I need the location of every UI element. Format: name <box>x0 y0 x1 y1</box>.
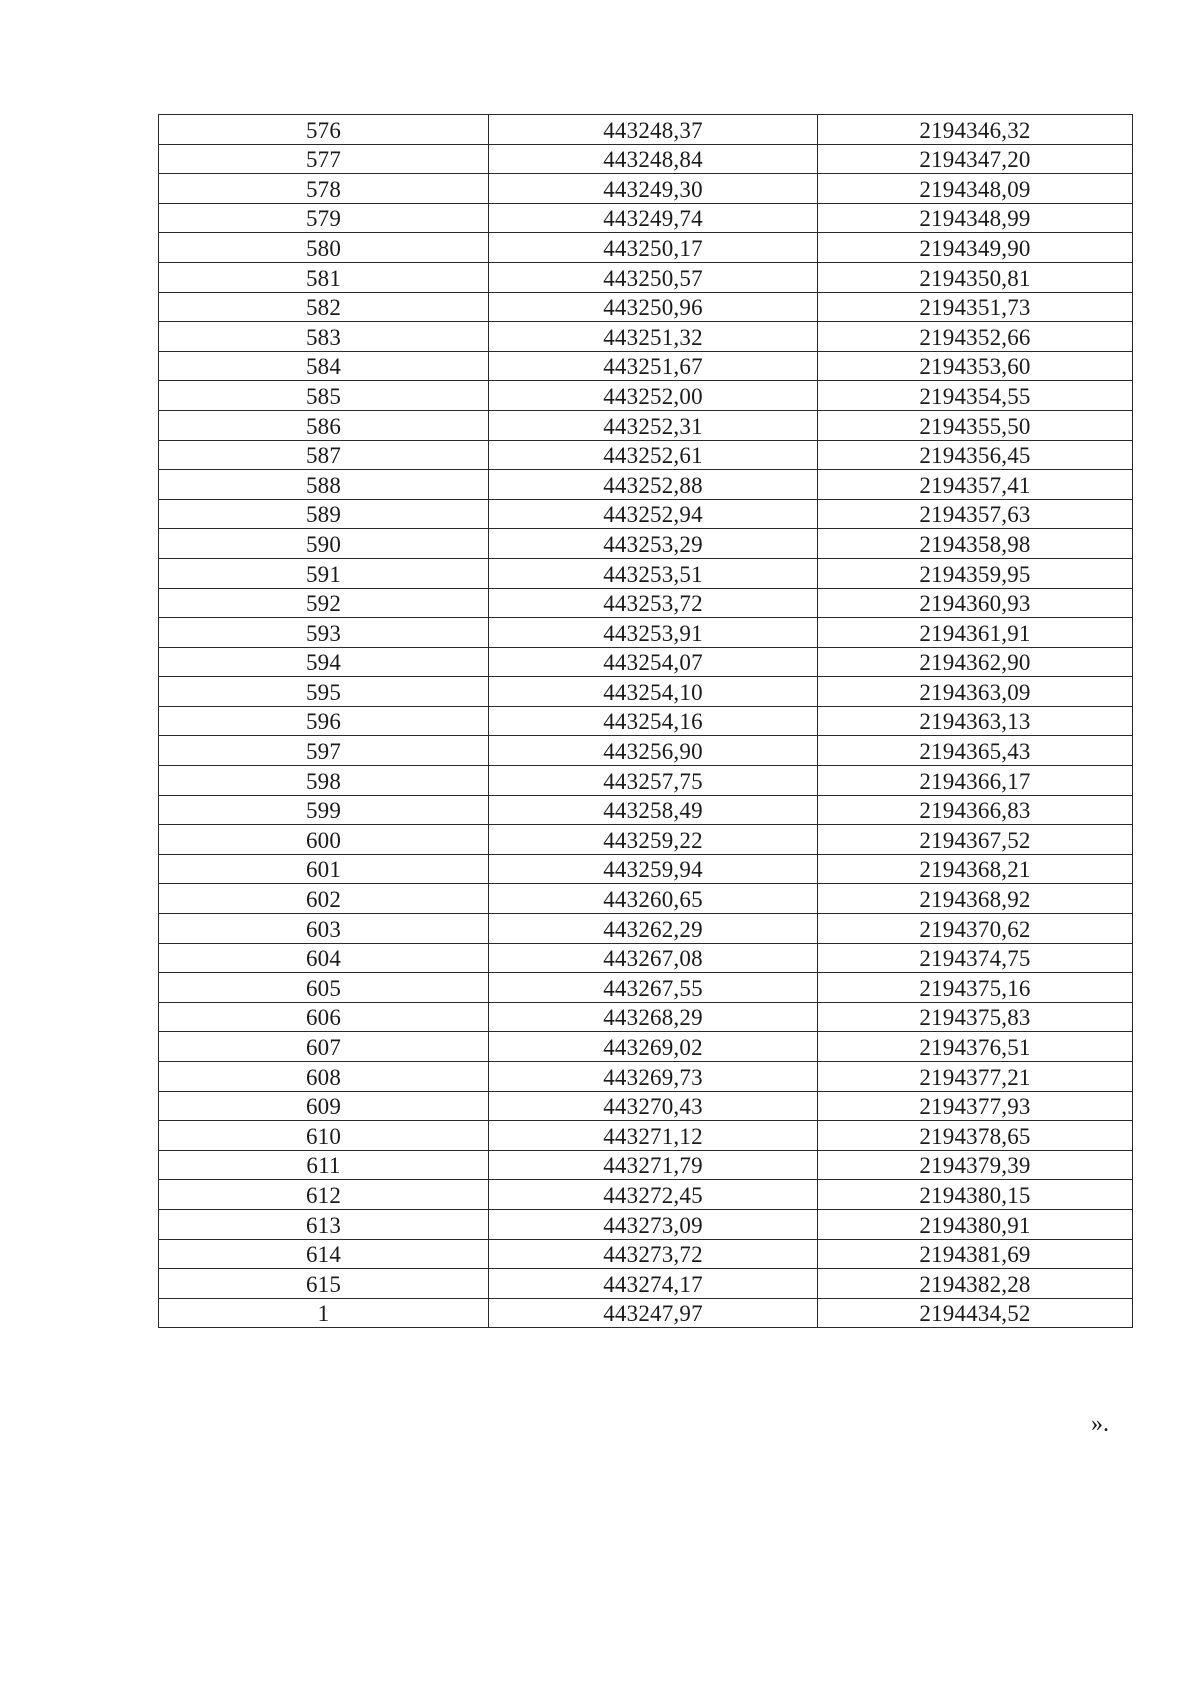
y-coordinate-cell: 2194361,91 <box>818 618 1133 648</box>
y-coordinate-cell: 2194356,45 <box>818 440 1133 470</box>
y-coordinate-cell: 2194366,83 <box>818 795 1133 825</box>
x-coordinate-cell: 443267,08 <box>489 943 818 973</box>
point-number-cell: 591 <box>159 558 489 588</box>
y-coordinate-cell: 2194375,16 <box>818 973 1133 1003</box>
x-coordinate-cell: 443272,45 <box>489 1180 818 1210</box>
y-coordinate-cell: 2194370,62 <box>818 914 1133 944</box>
point-number-cell: 607 <box>159 1032 489 1062</box>
y-coordinate-cell: 2194362,90 <box>818 647 1133 677</box>
point-number-cell: 601 <box>159 854 489 884</box>
table-row <box>159 233 1133 263</box>
x-coordinate-cell: 443252,88 <box>489 470 818 500</box>
x-coordinate-cell: 443252,00 <box>489 381 818 411</box>
point-number-cell: 603 <box>159 914 489 944</box>
y-coordinate-cell: 2194349,90 <box>818 233 1133 263</box>
x-coordinate-cell: 443262,29 <box>489 914 818 944</box>
table-row <box>159 973 1133 1003</box>
table-row <box>159 588 1133 618</box>
table-row <box>159 440 1133 470</box>
x-coordinate-cell: 443269,73 <box>489 1062 818 1092</box>
point-number-cell: 1 <box>159 1298 489 1328</box>
table-row <box>159 351 1133 381</box>
point-number-cell: 590 <box>159 529 489 559</box>
point-number-cell: 615 <box>159 1269 489 1299</box>
point-number-cell: 587 <box>159 440 489 470</box>
x-coordinate-cell: 443253,91 <box>489 618 818 648</box>
x-coordinate-cell: 443256,90 <box>489 736 818 766</box>
point-number-cell: 608 <box>159 1062 489 1092</box>
table-row <box>159 825 1133 855</box>
x-coordinate-cell: 443254,10 <box>489 677 818 707</box>
y-coordinate-cell: 2194377,93 <box>818 1091 1133 1121</box>
point-number-cell: 605 <box>159 973 489 1003</box>
y-coordinate-cell: 2194347,20 <box>818 144 1133 174</box>
y-coordinate-cell: 2194352,66 <box>818 322 1133 352</box>
x-coordinate-cell: 443273,72 <box>489 1239 818 1269</box>
x-coordinate-cell: 443260,65 <box>489 884 818 914</box>
x-coordinate-cell: 443250,57 <box>489 262 818 292</box>
table-row <box>159 203 1133 233</box>
y-coordinate-cell: 2194368,21 <box>818 854 1133 884</box>
table-row <box>159 410 1133 440</box>
y-coordinate-cell: 2194368,92 <box>818 884 1133 914</box>
table-row <box>159 943 1133 973</box>
x-coordinate-cell: 443258,49 <box>489 795 818 825</box>
table-row <box>159 1091 1133 1121</box>
point-number-cell: 593 <box>159 618 489 648</box>
table-row <box>159 1269 1133 1299</box>
x-coordinate-cell: 443248,84 <box>489 144 818 174</box>
coordinates-table <box>158 114 1133 1328</box>
y-coordinate-cell: 2194381,69 <box>818 1239 1133 1269</box>
table-row <box>159 1209 1133 1239</box>
table-row <box>159 1180 1133 1210</box>
y-coordinate-cell: 2194367,52 <box>818 825 1133 855</box>
table-row <box>159 1239 1133 1269</box>
table-row <box>159 470 1133 500</box>
y-coordinate-cell: 2194363,13 <box>818 706 1133 736</box>
x-coordinate-cell: 443254,16 <box>489 706 818 736</box>
x-coordinate-cell: 443247,97 <box>489 1298 818 1328</box>
y-coordinate-cell: 2194355,50 <box>818 410 1133 440</box>
y-coordinate-cell: 2194359,95 <box>818 558 1133 588</box>
x-coordinate-cell: 443252,94 <box>489 499 818 529</box>
table-row <box>159 795 1133 825</box>
y-coordinate-cell: 2194353,60 <box>818 351 1133 381</box>
y-coordinate-cell: 2194348,09 <box>818 174 1133 204</box>
x-coordinate-cell: 443268,29 <box>489 1002 818 1032</box>
y-coordinate-cell: 2194379,39 <box>818 1150 1133 1180</box>
table-row <box>159 647 1133 677</box>
table-row <box>159 706 1133 736</box>
table-row <box>159 618 1133 648</box>
table-row <box>159 766 1133 796</box>
point-number-cell: 592 <box>159 588 489 618</box>
y-coordinate-cell: 2194380,15 <box>818 1180 1133 1210</box>
point-number-cell: 600 <box>159 825 489 855</box>
table-row <box>159 322 1133 352</box>
point-number-cell: 581 <box>159 262 489 292</box>
y-coordinate-cell: 2194357,63 <box>818 499 1133 529</box>
y-coordinate-cell: 2194365,43 <box>818 736 1133 766</box>
point-number-cell: 611 <box>159 1150 489 1180</box>
x-coordinate-cell: 443273,09 <box>489 1209 818 1239</box>
point-number-cell: 595 <box>159 677 489 707</box>
y-coordinate-cell: 2194366,17 <box>818 766 1133 796</box>
y-coordinate-cell: 2194375,83 <box>818 1002 1133 1032</box>
y-coordinate-cell: 2194377,21 <box>818 1062 1133 1092</box>
y-coordinate-cell: 2194378,65 <box>818 1121 1133 1151</box>
closing-quote-mark: ». <box>1091 1411 1109 1437</box>
table-row <box>159 174 1133 204</box>
point-number-cell: 597 <box>159 736 489 766</box>
point-number-cell: 606 <box>159 1002 489 1032</box>
table-row <box>159 914 1133 944</box>
y-coordinate-cell: 2194376,51 <box>818 1032 1133 1062</box>
x-coordinate-cell: 443270,43 <box>489 1091 818 1121</box>
y-coordinate-cell: 2194380,91 <box>818 1209 1133 1239</box>
point-number-cell: 598 <box>159 766 489 796</box>
table-row <box>159 854 1133 884</box>
y-coordinate-cell: 2194351,73 <box>818 292 1133 322</box>
point-number-cell: 579 <box>159 203 489 233</box>
y-coordinate-cell: 2194382,28 <box>818 1269 1133 1299</box>
table-row <box>159 529 1133 559</box>
point-number-cell: 613 <box>159 1209 489 1239</box>
point-number-cell: 596 <box>159 706 489 736</box>
table-row <box>159 1062 1133 1092</box>
point-number-cell: 612 <box>159 1180 489 1210</box>
point-number-cell: 602 <box>159 884 489 914</box>
point-number-cell: 589 <box>159 499 489 529</box>
x-coordinate-cell: 443267,55 <box>489 973 818 1003</box>
point-number-cell: 604 <box>159 943 489 973</box>
y-coordinate-cell: 2194363,09 <box>818 677 1133 707</box>
y-coordinate-cell: 2194350,81 <box>818 262 1133 292</box>
x-coordinate-cell: 443253,51 <box>489 558 818 588</box>
table-row <box>159 499 1133 529</box>
table-row <box>159 677 1133 707</box>
x-coordinate-cell: 443252,61 <box>489 440 818 470</box>
point-number-cell: 614 <box>159 1239 489 1269</box>
x-coordinate-cell: 443250,17 <box>489 233 818 263</box>
coordinates-table-body <box>159 115 1133 1328</box>
table-row <box>159 1298 1133 1328</box>
y-coordinate-cell: 2194354,55 <box>818 381 1133 411</box>
y-coordinate-cell: 2194374,75 <box>818 943 1133 973</box>
y-coordinate-cell: 2194434,52 <box>818 1298 1133 1328</box>
x-coordinate-cell: 443254,07 <box>489 647 818 677</box>
point-number-cell: 576 <box>159 115 489 145</box>
table-row <box>159 292 1133 322</box>
point-number-cell: 585 <box>159 381 489 411</box>
point-number-cell: 580 <box>159 233 489 263</box>
table-row <box>159 115 1133 145</box>
point-number-cell: 578 <box>159 174 489 204</box>
point-number-cell: 588 <box>159 470 489 500</box>
table-row <box>159 1032 1133 1062</box>
x-coordinate-cell: 443253,29 <box>489 529 818 559</box>
x-coordinate-cell: 443251,67 <box>489 351 818 381</box>
table-row <box>159 1121 1133 1151</box>
table-row <box>159 884 1133 914</box>
y-coordinate-cell: 2194358,98 <box>818 529 1133 559</box>
x-coordinate-cell: 443269,02 <box>489 1032 818 1062</box>
table-row <box>159 262 1133 292</box>
table-row <box>159 558 1133 588</box>
table-row <box>159 144 1133 174</box>
x-coordinate-cell: 443271,12 <box>489 1121 818 1151</box>
x-coordinate-cell: 443259,94 <box>489 854 818 884</box>
table-row <box>159 1150 1133 1180</box>
point-number-cell: 599 <box>159 795 489 825</box>
x-coordinate-cell: 443250,96 <box>489 292 818 322</box>
x-coordinate-cell: 443251,32 <box>489 322 818 352</box>
x-coordinate-cell: 443259,22 <box>489 825 818 855</box>
x-coordinate-cell: 443274,17 <box>489 1269 818 1299</box>
table-row <box>159 381 1133 411</box>
point-number-cell: 594 <box>159 647 489 677</box>
y-coordinate-cell: 2194360,93 <box>818 588 1133 618</box>
x-coordinate-cell: 443271,79 <box>489 1150 818 1180</box>
x-coordinate-cell: 443257,75 <box>489 766 818 796</box>
x-coordinate-cell: 443249,30 <box>489 174 818 204</box>
point-number-cell: 610 <box>159 1121 489 1151</box>
point-number-cell: 584 <box>159 351 489 381</box>
x-coordinate-cell: 443252,31 <box>489 410 818 440</box>
y-coordinate-cell: 2194346,32 <box>818 115 1133 145</box>
y-coordinate-cell: 2194348,99 <box>818 203 1133 233</box>
point-number-cell: 583 <box>159 322 489 352</box>
y-coordinate-cell: 2194357,41 <box>818 470 1133 500</box>
table-row <box>159 1002 1133 1032</box>
point-number-cell: 582 <box>159 292 489 322</box>
x-coordinate-cell: 443249,74 <box>489 203 818 233</box>
x-coordinate-cell: 443253,72 <box>489 588 818 618</box>
point-number-cell: 609 <box>159 1091 489 1121</box>
x-coordinate-cell: 443248,37 <box>489 115 818 145</box>
table-row <box>159 736 1133 766</box>
point-number-cell: 577 <box>159 144 489 174</box>
point-number-cell: 586 <box>159 410 489 440</box>
